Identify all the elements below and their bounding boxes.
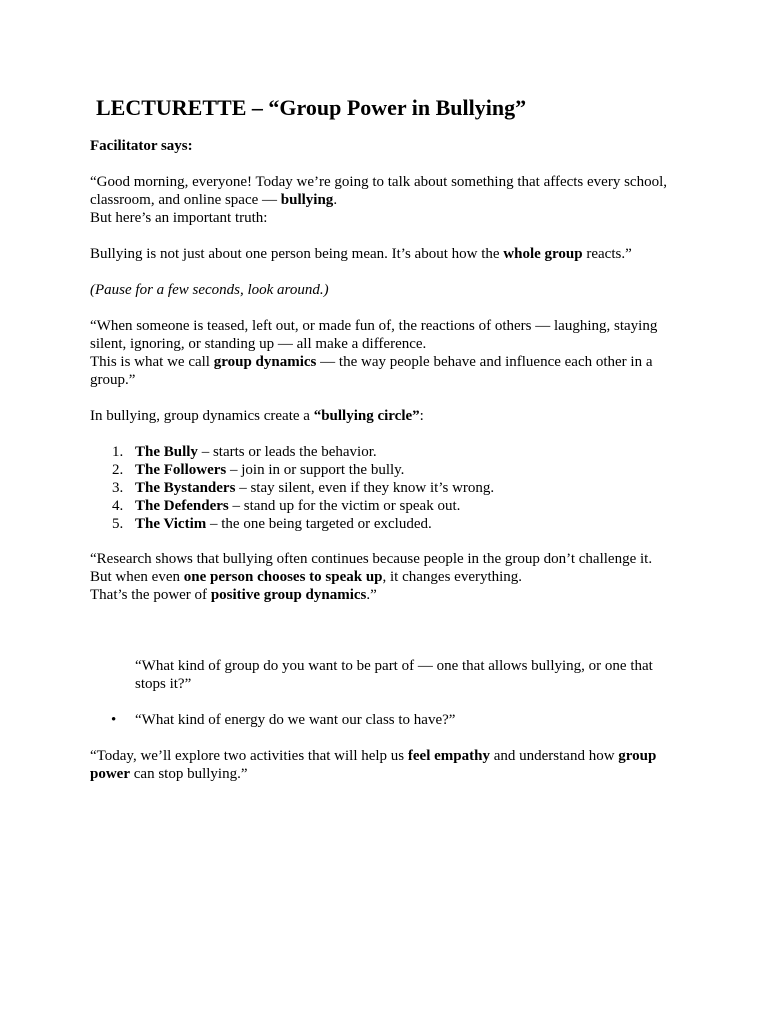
group-dynamics-definition: — the way people behave and influence each other in a group.” xyxy=(90,354,653,388)
bullying-circle-bold: “bullying circle” xyxy=(313,408,420,424)
important-truth-line: But here’s an important truth: xyxy=(90,210,268,226)
speak-up-bold: one person chooses to speak up xyxy=(183,569,383,585)
reflection-question-2: “What kind of energy do we want our class to have?” xyxy=(135,712,456,728)
list-number: 4. xyxy=(112,498,124,514)
role-description: – join in or support the bully. xyxy=(226,462,405,478)
role-name: The Bully xyxy=(135,444,198,460)
whole-group-paragraph xyxy=(90,245,690,263)
list-item xyxy=(90,443,494,461)
greeting-period: . xyxy=(333,192,338,208)
list-number: 5. xyxy=(112,516,124,532)
document-title: LECTURETTE – “Group Power in Bullying” xyxy=(96,95,527,120)
role-name: The Followers xyxy=(135,462,227,478)
bullying-circle-intro xyxy=(90,407,690,425)
empathy-bold: feel empathy xyxy=(407,748,490,764)
role-name: The Bystanders xyxy=(135,480,236,496)
list-item xyxy=(90,497,494,515)
list-number: 3. xyxy=(112,480,124,496)
facilitator-heading xyxy=(90,137,690,155)
changes-everything-text: , it changes everything. xyxy=(382,569,523,585)
power-end: .” xyxy=(366,587,377,603)
list-item xyxy=(90,461,494,479)
closing-text: “Today, we’ll explore two activities that will help us xyxy=(90,748,408,764)
group-dynamics-paragraph xyxy=(90,317,690,389)
research-paragraph xyxy=(90,550,690,604)
closing-middle: and understand how xyxy=(489,748,619,764)
circle-intro-colon: : xyxy=(419,408,424,424)
role-description: – starts or leads the behavior. xyxy=(197,444,377,460)
list-number: 1. xyxy=(112,444,124,460)
reflection-question-1: “What kind of group do you want to be part of — one that allows bullying, or one that stops it?” xyxy=(135,658,653,692)
bullet-point: • xyxy=(111,712,117,728)
list-item xyxy=(90,515,494,533)
whole-group-end: reacts.” xyxy=(582,246,632,262)
positive-dynamics-bold: positive group dynamics xyxy=(210,587,367,603)
speak-up-text: But when even xyxy=(90,569,184,585)
circle-intro-text: In bullying, group dynamics create a xyxy=(90,408,314,424)
group-power-bold: group power xyxy=(90,748,657,782)
reactions-text: “When someone is teased, left out, or made fun of, the reactions of others — laughing, staying silent, ignoring, or standing up — all make a difference. xyxy=(90,318,658,352)
greeting-bold-bullying: bullying xyxy=(280,192,334,208)
list-number: 2. xyxy=(112,462,124,478)
power-text: That’s the power of xyxy=(90,587,211,603)
role-description: – stand up for the victim or speak out. xyxy=(228,498,461,514)
role-description: – stay silent, even if they know it’s wrong. xyxy=(235,480,495,496)
greeting-text: “Good morning, everyone! Today we’re going to talk about something that affects every school, classroom, and online space — xyxy=(90,174,667,208)
role-name: The Defenders xyxy=(135,498,229,514)
closing-paragraph xyxy=(90,747,690,783)
role-name: The Victim xyxy=(135,516,207,532)
whole-group-bold: whole group xyxy=(503,246,583,262)
group-dynamics-text: This is what we call xyxy=(90,354,214,370)
bullying-circle-list xyxy=(90,443,494,533)
research-text: “Research shows that bullying often continues because people in the group don’t challenge it. xyxy=(90,551,653,567)
greeting-paragraph xyxy=(90,173,690,227)
group-dynamics-bold: group dynamics xyxy=(213,354,317,370)
facilitator-label: Facilitator says: xyxy=(90,138,193,154)
list-item xyxy=(90,479,494,497)
closing-end: can stop bullying.” xyxy=(130,766,248,782)
role-description: – the one being targeted or excluded. xyxy=(206,516,432,532)
whole-group-text: Bullying is not just about one person being mean. It’s about how the xyxy=(90,246,504,262)
pause-instruction: (Pause for a few seconds, look around.) xyxy=(90,282,329,298)
